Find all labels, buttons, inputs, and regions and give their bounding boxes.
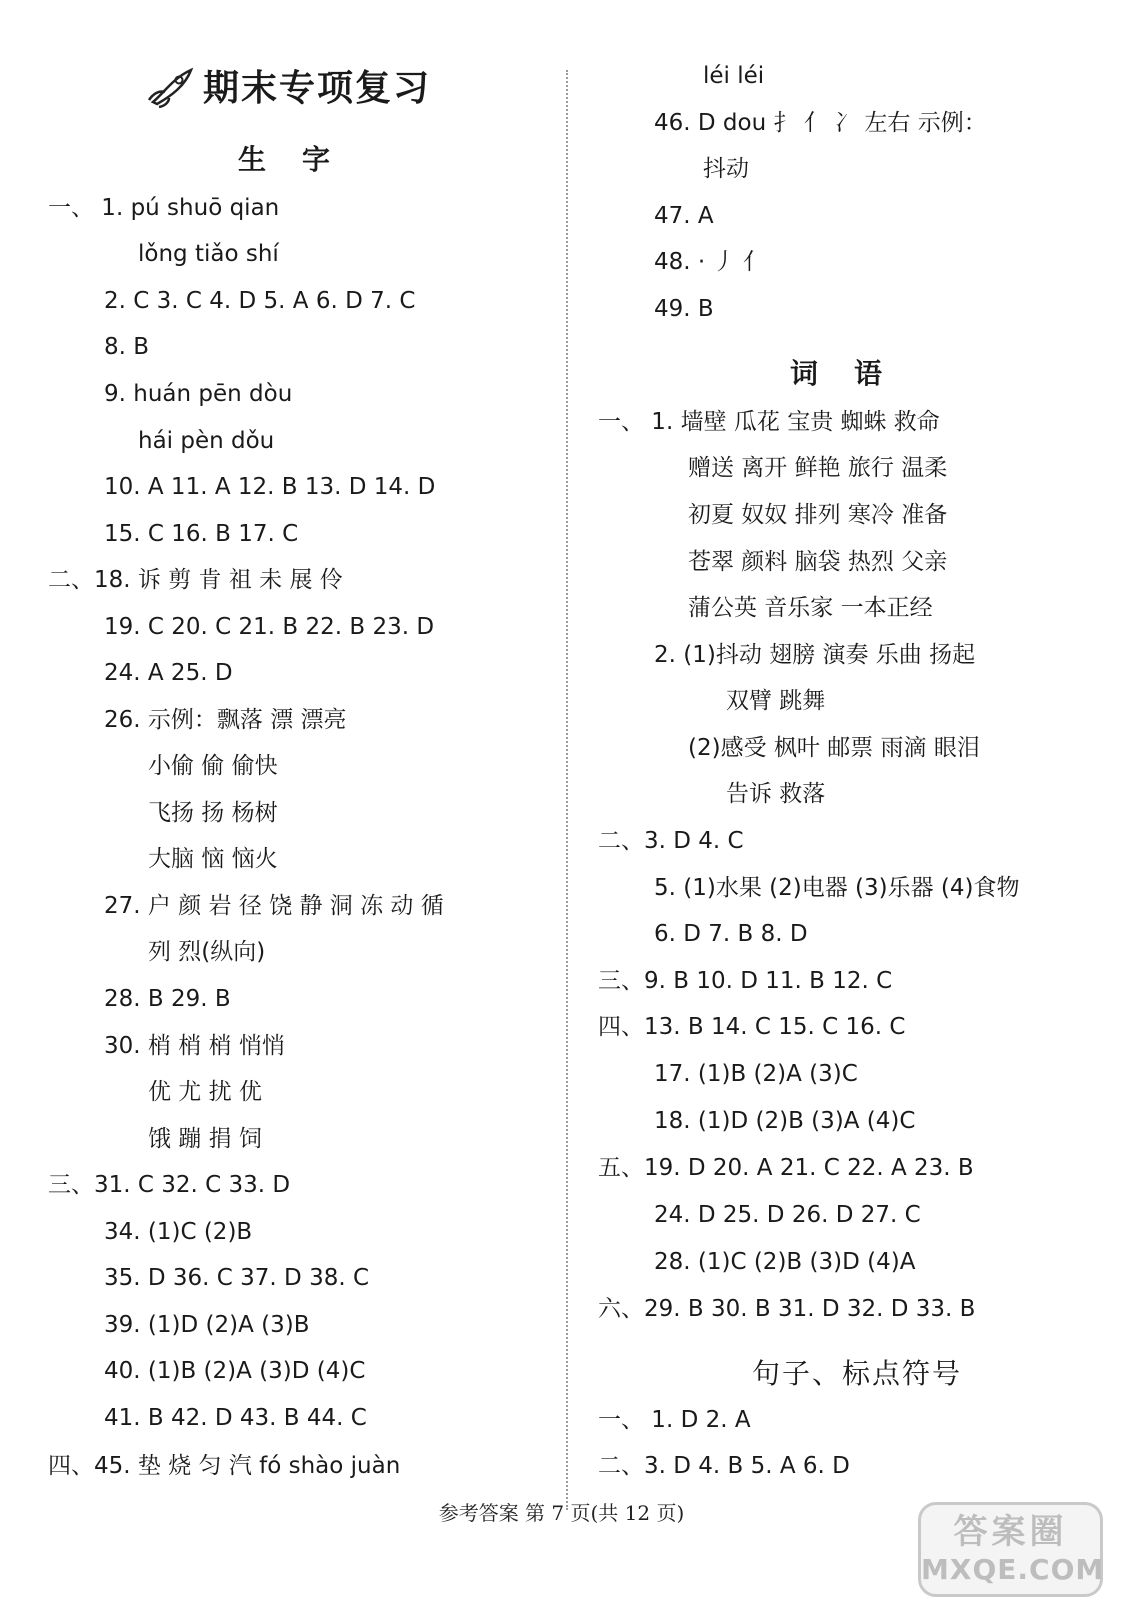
answer-line: 五、19. D 20. A 21. C 22. A 23. B xyxy=(598,1155,974,1181)
answer-line: 9. huán pēn dòu xyxy=(104,381,293,407)
answer-line: 47. A xyxy=(654,203,714,229)
section-title-sentences: 句子、标点符号 xyxy=(752,1357,963,1390)
answer-line: 一、 1. D 2. A xyxy=(598,1407,751,1433)
section-title-words: 词语 xyxy=(790,357,919,390)
answer-line: 蒲公英 音乐家 一本正经 xyxy=(688,595,933,621)
answer-line: 一、 1. pú shuō qian xyxy=(48,195,280,221)
answer-line: 19. C 20. C 21. B 22. B 23. D xyxy=(104,614,435,640)
page-title xyxy=(145,60,431,111)
answer-line: 初夏 奴奴 排列 寒冷 准备 xyxy=(688,502,948,528)
answer-line: 三、31. C 32. C 33. D xyxy=(48,1172,291,1198)
answer-line: 46. D dou 扌 亻 冫 左右 示例： xyxy=(654,110,987,136)
answer-line: 41. B 42. D 43. B 44. C xyxy=(104,1405,367,1431)
answer-line: 告诉 救落 xyxy=(726,781,826,807)
answer-line: 饿 蹦 捐 饲 xyxy=(148,1126,262,1152)
answer-line: hái pèn dǒu xyxy=(138,428,275,454)
answer-line: 35. D 36. C 37. D 38. C xyxy=(104,1265,370,1291)
page-title-text: 期末专项复习 xyxy=(203,68,432,109)
answer-line: 27. 户 颜 岩 径 饶 静 洞 冻 动 循 xyxy=(104,893,444,919)
answer-line: 飞扬 扬 杨树 xyxy=(148,800,278,826)
answer-line: 优 尤 扰 优 xyxy=(148,1079,262,1105)
answer-line: (2)感受 枫叶 邮票 雨滴 眼泪 xyxy=(688,735,980,761)
answer-line: 26. 示例：飘落 漂 漂亮 xyxy=(104,707,347,733)
answer-line: 六、29. B 30. B 31. D 32. D 33. B xyxy=(598,1296,976,1322)
answer-line: léi léi xyxy=(703,63,765,89)
answer-line: 8. B xyxy=(104,334,150,360)
page-footer: 参考答案 第 7 页(共 12 页) xyxy=(438,1501,685,1525)
answer-line: 小偷 偷 偷快 xyxy=(148,753,278,779)
watermark-bottom: MXQE.COM xyxy=(921,1553,1105,1586)
answer-line: 18. (1)D (2)B (3)A (4)C xyxy=(654,1108,916,1134)
answer-line: 5. (1)水果 (2)电器 (3)乐器 (4)食物 xyxy=(654,875,1020,901)
rocket-icon xyxy=(145,64,197,108)
answer-line: 二、3. D 4. B 5. A 6. D xyxy=(598,1453,850,1479)
answer-line: 二、18. 诉 剪 肯 祖 未 展 伶 xyxy=(48,567,343,593)
answer-line: 28. B 29. B xyxy=(104,986,231,1012)
answer-line: 17. (1)B (2)A (3)C xyxy=(654,1061,858,1087)
answer-line: 一、 1. 墙壁 瓜花 宝贵 蜘蛛 救命 xyxy=(598,409,940,435)
answer-line: 四、13. B 14. C 15. C 16. C xyxy=(598,1014,906,1040)
answer-line: 2. (1)抖动 翅膀 演奏 乐曲 扬起 xyxy=(654,642,976,668)
answer-line: 大脑 恼 恼火 xyxy=(148,846,278,872)
answer-line: 抖动 xyxy=(703,156,749,182)
answer-line: 四、45. 垫 烧 匀 汽 fó shào juàn xyxy=(48,1453,401,1479)
answer-line: 30. 梢 梢 梢 悄悄 xyxy=(104,1033,285,1059)
answer-line: 2. C 3. C 4. D 5. A 6. D 7. C xyxy=(104,288,416,314)
answer-line: 49. B xyxy=(654,296,714,322)
answer-line: 三、9. B 10. D 11. B 12. C xyxy=(598,968,893,994)
answer-line: 39. (1)D (2)A (3)B xyxy=(104,1312,310,1338)
answer-line: 苍翠 颜料 脑袋 热烈 父亲 xyxy=(688,549,948,575)
answer-line: 24. A 25. D xyxy=(104,660,233,686)
answer-line: 双臂 跳舞 xyxy=(726,688,826,714)
column-divider xyxy=(566,70,568,1510)
answer-line: 15. C 16. B 17. C xyxy=(104,521,299,547)
answer-line: 列 烈(纵向) xyxy=(148,939,266,965)
watermark-logo xyxy=(918,1502,1103,1597)
answer-line: 34. (1)C (2)B xyxy=(104,1219,253,1245)
section-title-characters: 生字 xyxy=(238,143,367,176)
answer-line: 二、3. D 4. C xyxy=(598,828,744,854)
answer-line: 6. D 7. B 8. D xyxy=(654,921,808,947)
answer-line: 24. D 25. D 26. D 27. C xyxy=(654,1202,921,1228)
answer-line: 28. (1)C (2)B (3)D (4)A xyxy=(654,1249,916,1275)
watermark-top: 答案圈 xyxy=(953,1512,1068,1552)
answer-line: 40. (1)B (2)A (3)D (4)C xyxy=(104,1358,366,1384)
answer-line: 10. A 11. A 12. B 13. D 14. D xyxy=(104,474,436,500)
answer-line: 赠送 离开 鲜艳 旅行 温柔 xyxy=(688,455,948,481)
answer-line: lǒng tiǎo shí xyxy=(138,241,279,267)
answer-line: 48. · 丿 亻 xyxy=(654,249,766,275)
